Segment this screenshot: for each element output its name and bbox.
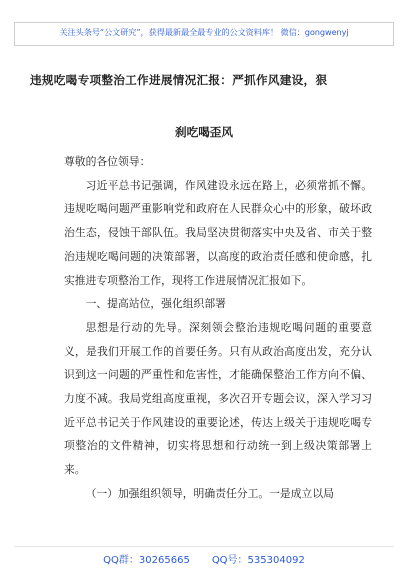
paragraph-intro: 习近平总书记强调，作风建设永远在路上，必须常抓不懈。违规吃喝问题严重影响党和政府在人民群众心中的形象，破坏政治生态，侵蚀干部队伍。我局坚决贯彻落实中央及省、市关于整治违规吃喝问题的决策部署，以高度的政治责任感和使命感，扎实推进专项整治工作，现将工作进展情况汇报如下。 bbox=[64, 178, 372, 287]
footer-contact bbox=[0, 551, 408, 566]
paragraph-section-1: 思想是行动的先导。深刻领会整治违规吃喝问题的重要意义，是我们开展工作的首要任务。只有从政治高度出发，充分认识到这一问题的严重性和危害性，才能确保整治工作方向不偏、力度不减。我局党组高度重视，多次召开专题会议，深入学习习近平总书记关于作风建设的重要论述，传达上级关于违规吃喝专项整治的文件精神，切实将思想和行动统一到上级决策部署上来。 bbox=[64, 320, 372, 477]
salutation: 尊敬的各位领导： bbox=[64, 155, 151, 168]
document-title-line-2: 刹吃喝歪风 bbox=[175, 125, 233, 139]
promo-banner bbox=[14, 22, 394, 46]
footer-qq-number: QQ号：535304092 bbox=[211, 555, 305, 566]
document-body bbox=[64, 150, 372, 506]
document-title-line-1: 违规吃喝专项整治工作进展情况汇报：严抓作风建设，狠 bbox=[30, 73, 328, 87]
footer-divider bbox=[14, 546, 394, 547]
subsection-heading-1: （一）加强组织领导，明确责任分工。一是成立以局 bbox=[85, 486, 334, 500]
footer-qq-group: QQ群：30265665 bbox=[103, 555, 190, 566]
section-heading-1: 一、提高站位，强化组织部署 bbox=[85, 297, 226, 311]
promo-banner-text: 关注头条号“公文研究”，获得最新最全最专业的公文资料库！ 微信：gongwenyj bbox=[59, 27, 349, 37]
